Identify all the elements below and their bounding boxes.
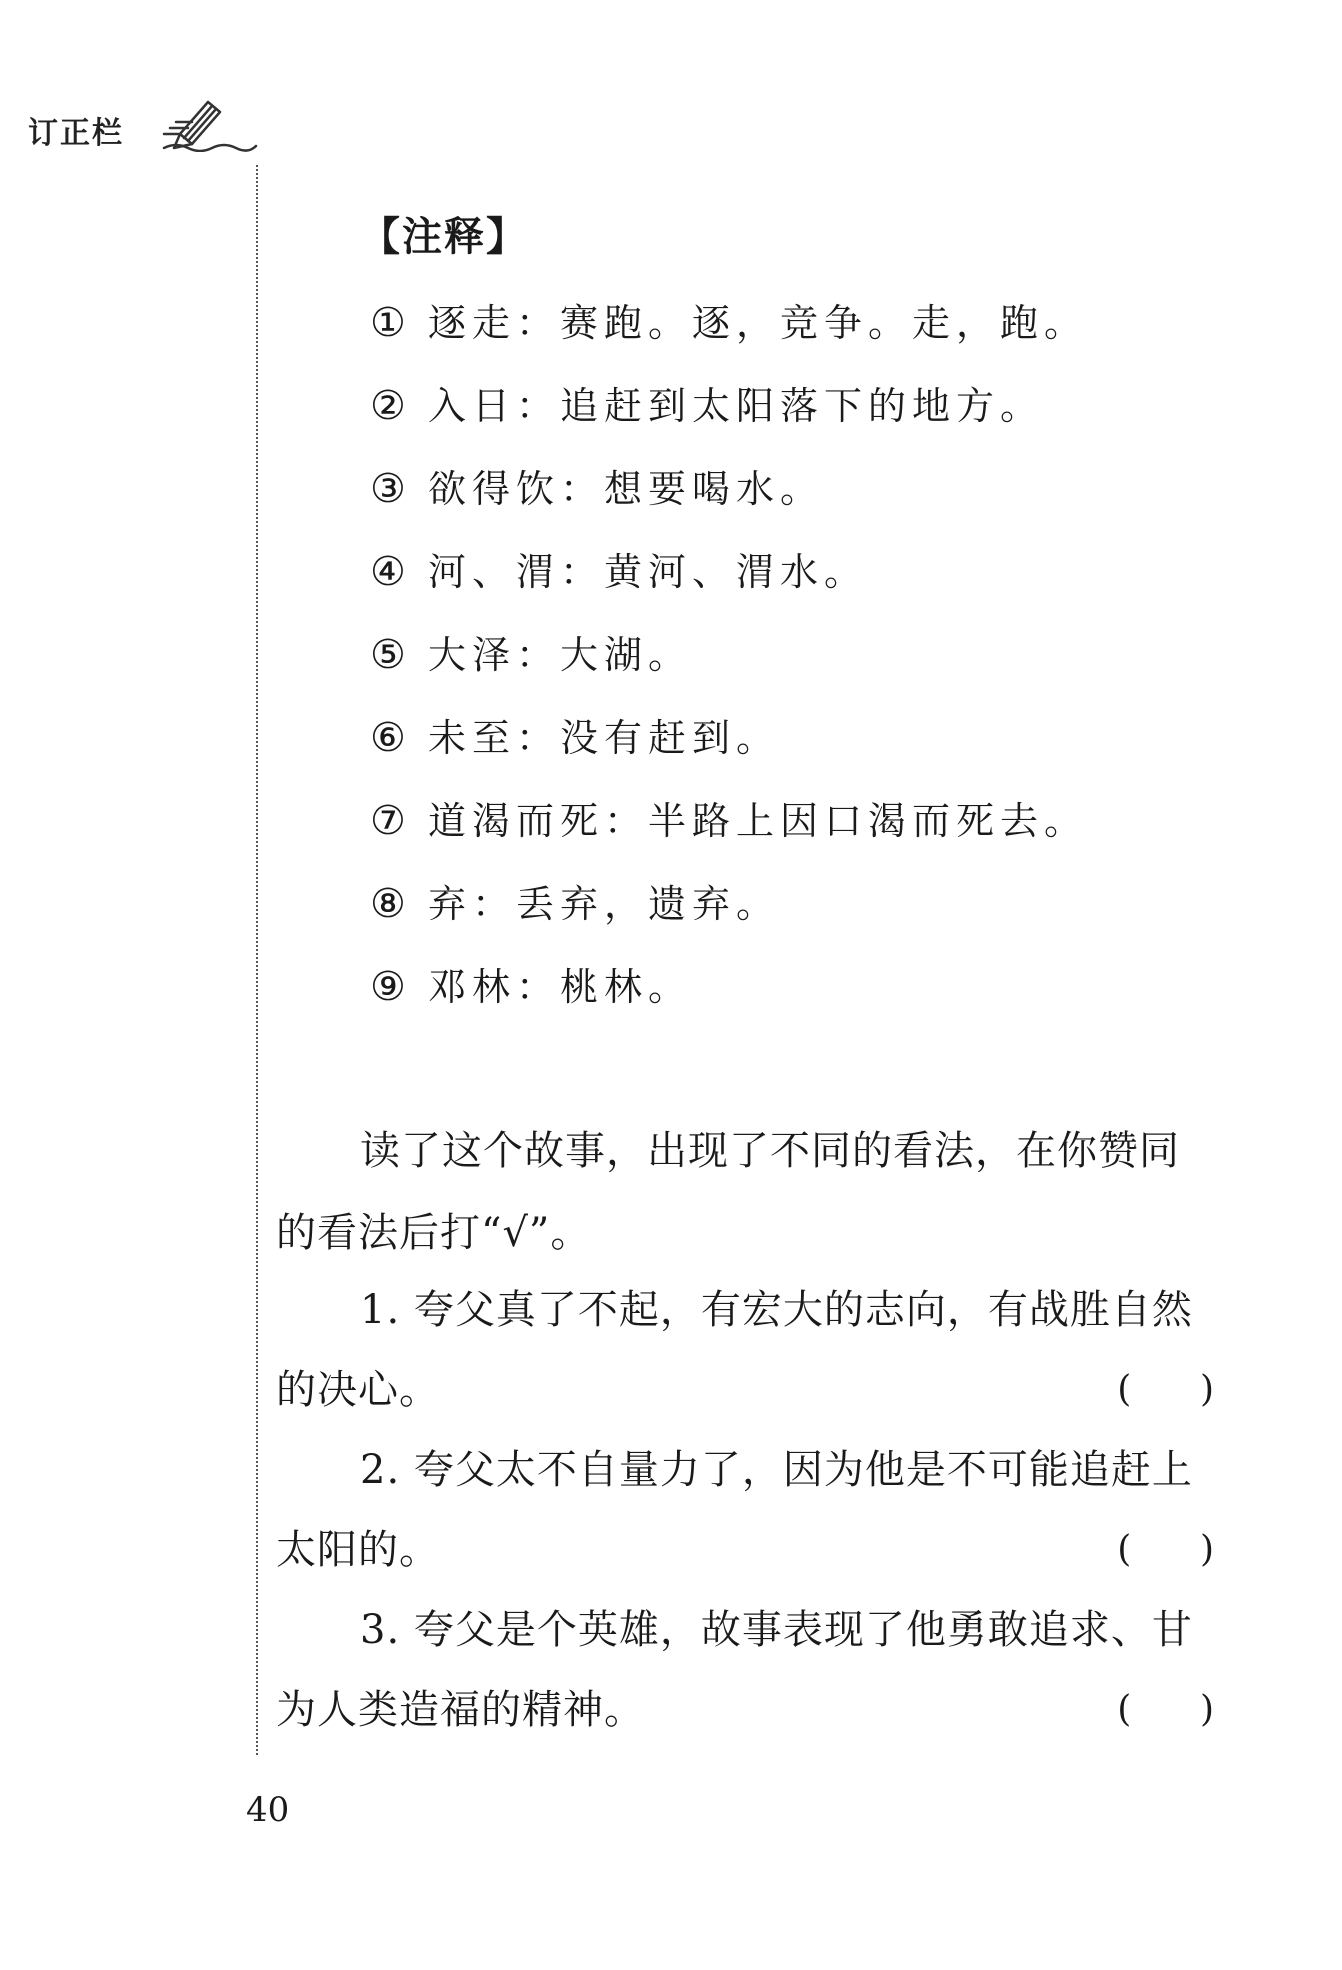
note-number: ⑥ [370,715,412,761]
note-item [370,707,780,762]
note-number: ⑤ [370,632,412,678]
note-number: ③ [370,466,412,512]
page-number: 40 [246,1790,290,1830]
note-number: ⑧ [370,881,412,927]
question-option [276,1430,1214,1590]
question-prompt: 读了这个故事，出现了不同的看法，在你赞同的看法后打“√”。 [276,1128,1180,1256]
note-text: 入日：追赶到太阳落下的地方。 [428,384,1045,428]
note-item [370,790,1088,845]
answer-box[interactable]: ( ) [1117,1689,1214,1730]
pencil-icon [158,92,258,152]
note-item [370,292,1088,347]
note-item [370,458,824,513]
correction-label: 订正栏 [28,116,124,151]
note-text: 大泽：大湖。 [428,633,693,677]
note-number: ④ [370,549,412,595]
answer-box[interactable]: ( ) [1117,1369,1214,1410]
note-text: 欲得饮：想要喝水。 [428,467,825,511]
note-text: 道渴而死：半路上因口渴而死去。 [428,799,1089,843]
note-number: ② [370,383,412,429]
note-item [370,624,692,679]
note-text: 弃：丢弃，遗弃。 [428,882,781,926]
notes-heading: 【注释】 [360,214,528,260]
note-item [370,956,692,1011]
note-item [370,541,868,596]
answer-box[interactable]: ( ) [1117,1529,1214,1570]
question-option [276,1270,1214,1430]
option-text: 1. 夸父真了不起，有宏大的志向，有战胜自然的决心。 [276,1287,1193,1413]
option-text: 2. 夸父太不自量力了，因为他是不可能追赶上太阳的。 [276,1447,1193,1573]
note-number: ① [370,300,412,346]
margin-divider [256,165,258,1755]
note-text: 邓林：桃林。 [428,965,693,1009]
note-text: 河、渭：黄河、渭水。 [428,550,869,594]
option-text: 3. 夸父是个英雄，故事表现了他勇敢追求、甘为人类造福的精神。 [276,1607,1193,1733]
note-text: 逐走：赛跑。逐，竞争。走，跑。 [428,301,1089,345]
note-text: 未至：没有赶到。 [428,716,781,760]
note-item [370,375,1044,430]
note-number: ⑨ [370,964,412,1010]
question-option [276,1590,1214,1750]
note-item [370,873,780,928]
note-number: ⑦ [370,798,412,844]
